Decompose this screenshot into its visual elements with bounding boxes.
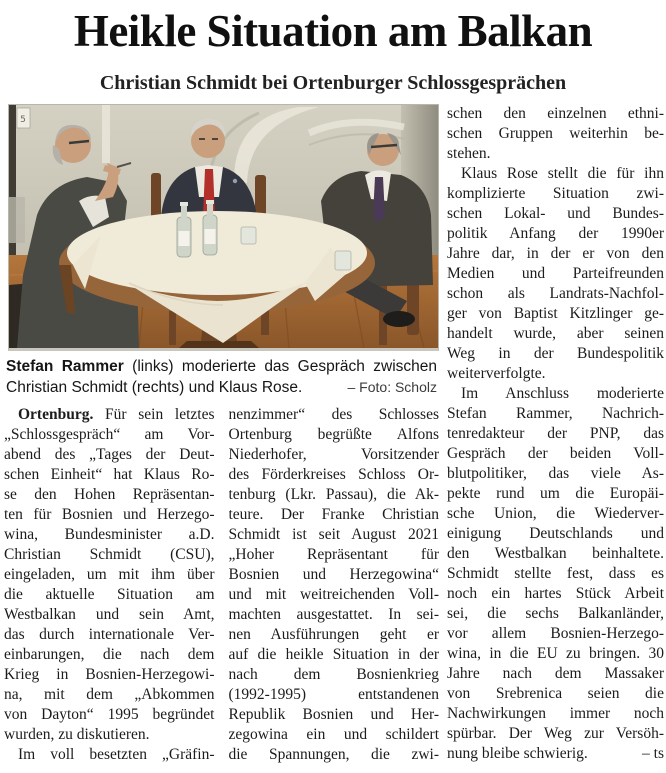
article-line: tenburg (Lkr. Passau), die Ak- — [228, 486, 439, 503]
article-line: sei, die sechs Balkanländer, — [447, 605, 664, 622]
article-line: abend des „Tages der Deut- — [4, 446, 215, 463]
article-photo — [8, 104, 439, 351]
article-line: zegowina ein und schildert — [228, 726, 439, 743]
photo-caption — [6, 356, 437, 398]
article-line: Niederhofer, Vorsitzender — [228, 446, 439, 463]
article-line: machten ausgestattet. In sei- — [228, 606, 439, 623]
article-line: (1992-1995) entstandenen — [228, 686, 439, 703]
article-line: schen Lokal- und Bundes- — [447, 205, 664, 222]
article-line: und mit weitreichenden Voll- — [228, 586, 439, 603]
article-line: Weg in der Bundespolitik — [447, 345, 664, 362]
masthead — [0, 0, 666, 95]
article-line: den Westbalkan beinhaltete. — [447, 545, 664, 562]
article-line: nung bleibe schwierig. – ts — [447, 745, 664, 762]
wall-tag-number: 5 — [20, 115, 26, 125]
article-line: „Hoher Repräsentant für — [228, 546, 439, 563]
article-line: blutpolitiker, das viele As- — [447, 465, 664, 482]
article-line: Westbalkan und sein Amt, — [4, 606, 215, 623]
article-line: ger von Baptist Kitzlinger ge- — [447, 305, 664, 322]
caption-lead: Stefan Rammer — [6, 358, 124, 375]
article-line: von Dayton“ 1995 begründet — [4, 706, 215, 723]
article-line: stehen. — [447, 145, 491, 162]
page-title: Heikle Situation am Balkan — [73, 6, 593, 56]
article-line: noch ein hartes Stück Arbeit — [447, 585, 664, 602]
article-line: Bosnien und Herzegowina“ — [228, 566, 439, 583]
article-line: Ortenburg begrüßte Alfons — [228, 426, 439, 443]
article-line: nen Ausführungen geht er — [228, 626, 439, 643]
article-line: weiterverfolgte. — [447, 365, 546, 382]
article-line: Medien und Parteifreunden — [447, 265, 664, 282]
article-line: Nachwirkungen immer noch — [447, 705, 664, 722]
article-line: Republik Bosnien und Her- — [228, 706, 439, 723]
article-line: Stefan Rammer, Nachrich- — [447, 405, 664, 422]
article-line: eingeladen, um mit ihm über — [4, 566, 215, 583]
article-body — [0, 95, 666, 765]
article-left-section — [2, 104, 439, 765]
article-line: schen Gruppen weiterhin be- — [447, 125, 664, 142]
article-line: wina, in die EU zu bringen. 30 — [447, 645, 664, 662]
article-line: Klaus Rose stellt die für ihn — [461, 165, 664, 182]
article-line: nach dem Bosnienkrieg — [228, 666, 439, 683]
article-column-middle — [229, 405, 440, 765]
article-line: einbarungen, die nach dem — [4, 646, 215, 663]
page-subtitle: Christian Schmidt bei Ortenburger Schlossgesprächen — [99, 72, 567, 94]
article-line: das durch internationale Ver- — [4, 626, 215, 643]
article-line: handelt wurde, aber seinen — [447, 325, 664, 342]
article-line: wina, Bundesminister a.D. — [4, 526, 215, 543]
article-line: schon als Landrats-Nachfol- — [447, 285, 664, 302]
photo-illustration — [9, 105, 438, 348]
article-line: komplizierte Situation zwi- — [447, 185, 664, 202]
article-line: pekte rund um die Europäi- — [447, 485, 664, 502]
article-line: die aktuelle Situation am — [4, 586, 215, 603]
article-line: ten für Bosnien und Herzego- — [4, 506, 215, 523]
article-line: Jahre dar, in der er von den — [447, 245, 664, 262]
author-signature: – ts — [642, 745, 664, 762]
article-line: die Spannungen, die zwi- — [228, 746, 439, 763]
article-line: se den Hohen Repräsentan- — [4, 486, 215, 503]
article-column-right — [447, 104, 664, 764]
article-line: politik Anfang der 1990er — [447, 225, 664, 242]
article-line: des Förderkreises Schloss Or- — [228, 466, 439, 483]
article-line: Gespräch der beiden Voll- — [447, 445, 664, 462]
article-line: wurden, zu diskutieren. — [4, 726, 150, 743]
article-line: auf die heikle Situation in der — [228, 646, 439, 663]
article-column-left — [4, 405, 215, 765]
article-line: einigung Deutschlands und — [447, 525, 664, 542]
article-line: Krieg in Bosnien-Herzegowi- — [4, 666, 215, 683]
article-line: schen Einheit“ hat Klaus Ro- — [4, 466, 215, 483]
article-line: vor allem Bosnien-Herzego- — [447, 625, 664, 642]
article-line: teure. Der Franke Christian — [228, 506, 439, 523]
article-line: Im voll besetzten „Gräfin- — [18, 746, 215, 763]
article-line: von Srebrenica seien die — [447, 685, 664, 702]
article-line: Jahre nach dem Massaker — [447, 665, 664, 682]
article-line: schen den einzelnen ethni- — [447, 105, 664, 122]
wall-tag — [17, 108, 30, 128]
article-line: nenzimmer“ des Schlosses — [228, 406, 439, 423]
article-line: „Schlossgespräch“ am Vor- — [4, 426, 215, 443]
article-line: sche Union, die Wiederver- — [447, 505, 664, 522]
article-line: tenredakteur der PNP, das — [447, 425, 664, 442]
text-columns — [4, 405, 439, 765]
article-line: Schmidt ist seit August 2021 — [228, 526, 439, 543]
article-line: Christian Schmidt (CSU), — [4, 546, 215, 563]
caption-text: (links) moderierte das Gespräch zwischen Christian Schmidt (rechts) und Klaus Rose. — [6, 358, 437, 396]
article-line: Schmidt stellte fest, dass es — [447, 565, 664, 582]
article-line: Im Anschluss moderierte — [461, 385, 664, 402]
article-line: Ortenburg. Für sein letztes — [18, 406, 215, 423]
photo-credit: – Foto: Scholz — [342, 377, 438, 398]
article-line: na, mit dem „Abkommen — [4, 686, 215, 703]
article-line: spürbar. Der Weg zur Versöh- — [447, 725, 664, 742]
